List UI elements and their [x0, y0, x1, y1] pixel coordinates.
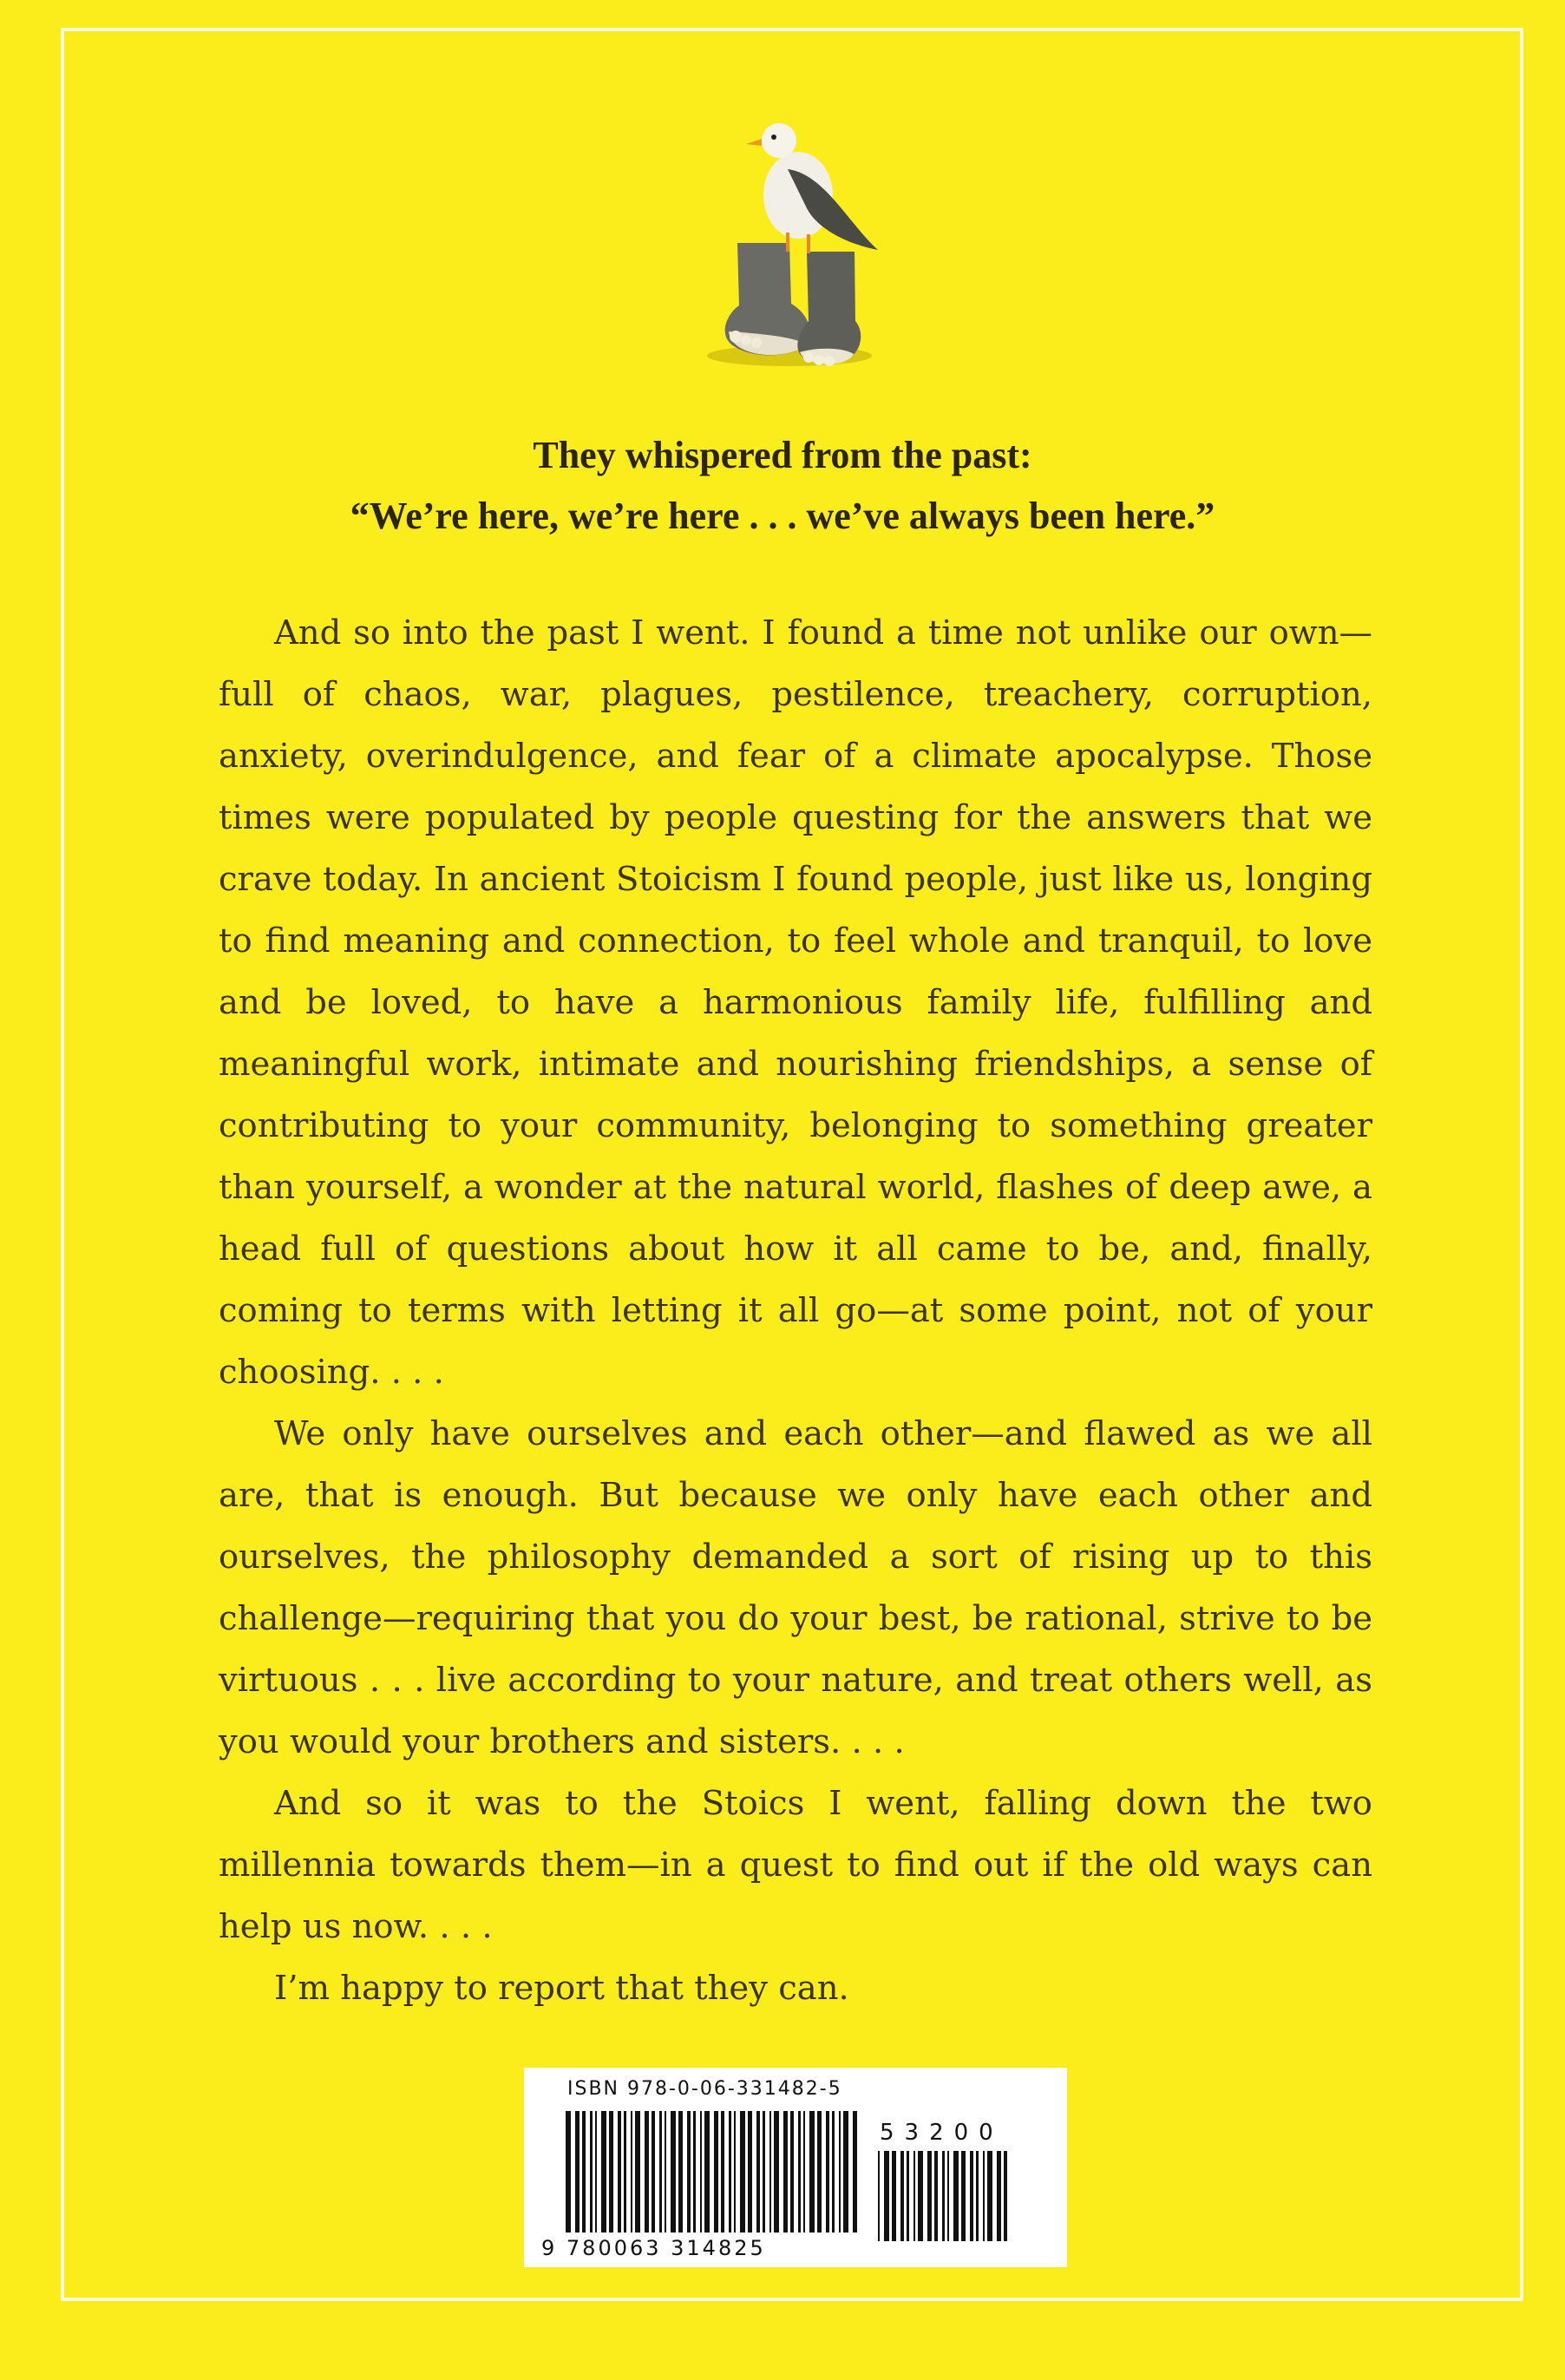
paragraph: We only have ourselves and each other—and flawed as we all are, that is enough. But because we only have each other and ourselves, the philosophy demanded a sort of rising up to this challenge—requiring that you do your best, be rational, strive to be virtuous . . . live according to your nature, and treat others well, as you would your brothers and sisters. . . . — [219, 1414, 1372, 1761]
barcode-bar — [601, 2111, 606, 2232]
headline-line-2: “We’re here, we’re here . . . we’ve always been here.” — [350, 495, 1215, 537]
barcode-bar — [700, 2111, 702, 2232]
ean-barcode — [566, 2111, 861, 2241]
barcode-bar — [582, 2111, 586, 2232]
barcode-bar — [970, 2151, 973, 2241]
barcode-bar — [575, 2111, 580, 2232]
paragraph: And so into the past I went. I found a time not unlike our own—full of chaos, war, plagues, pestilence, treachery, corruption, anxiety, overindulgence, and fear of a climate apocalypse. Those times were populated by people questing for the answers that we crave today. In ancient Stoicism I found people, just like us, longing to find meaning and connection, to feel whole and tranquil, to love and be loved, to have a harmonious family life, fulfilling and meaningful work, intimate and nourishing friendships, a sense of contributing to your community, belonging to something greater than yourself, a wonder at the natural world, flashes of deep awe, a head full of questions about how it all came to be, and, finally, coming to terms with letting it all go—at some point, not of your choosing. . . . — [219, 613, 1372, 1392]
seagull-on-stone-feet-illustration — [677, 104, 902, 373]
barcode-bar — [729, 2111, 731, 2232]
barcode-bar — [595, 2111, 597, 2232]
barcode-bar — [618, 2111, 621, 2232]
headline — [0, 425, 1565, 547]
barcode-bar — [853, 2111, 857, 2232]
barcode-bar — [659, 2111, 662, 2232]
barcode-bar — [714, 2111, 718, 2232]
barcode-bar — [884, 2151, 889, 2241]
barcode-bar — [976, 2151, 979, 2241]
paragraph: And so it was to the Stoics I went, falling down the two millennia towards them—in a quest to find out if the old ways can help us now. . . . — [219, 1784, 1372, 1946]
barcode-bar — [809, 2111, 815, 2232]
barcode-bar — [900, 2151, 904, 2241]
barcode-bar — [983, 2151, 985, 2241]
barcode-bar — [566, 2111, 571, 2232]
price-barcode — [878, 2151, 1008, 2241]
barcode-bar — [961, 2151, 966, 2241]
barcode-bar — [635, 2111, 640, 2232]
ean-digits: 9 780063 314825 — [541, 2236, 766, 2260]
barcode-bar — [817, 2111, 822, 2232]
barcode-bar — [671, 2111, 676, 2232]
barcode-bar — [734, 2111, 736, 2232]
barcode-bar — [704, 2111, 710, 2232]
barcode-bar — [678, 2111, 683, 2232]
barcode-bar — [665, 2111, 666, 2232]
barcode-bar — [942, 2151, 945, 2241]
price-code: 53200 — [880, 2120, 1004, 2146]
barcode-bar — [927, 2151, 932, 2241]
barcode-bar — [1004, 2151, 1007, 2241]
barcode-bar — [892, 2151, 896, 2241]
barcode-bar — [624, 2111, 626, 2232]
barcode-bar — [631, 2111, 632, 2232]
barcode-bar — [693, 2111, 696, 2232]
barcode-bar — [843, 2111, 848, 2232]
barcode-bar — [918, 2151, 923, 2241]
barcode-bar — [878, 2151, 880, 2241]
barcode-bar — [721, 2111, 724, 2232]
barcode-bar — [748, 2111, 752, 2232]
barcode-bar — [590, 2111, 593, 2232]
barcode-bar — [987, 2151, 992, 2241]
headline-line-1: They whispered from the past: — [533, 434, 1032, 476]
barcode-bar — [798, 2111, 801, 2232]
barcode-bar — [609, 2111, 613, 2232]
barcode-bar — [934, 2151, 938, 2241]
barcode-bar — [774, 2111, 779, 2232]
barcode-bar — [763, 2111, 765, 2232]
barcode-bar — [756, 2111, 760, 2232]
barcode-bar — [947, 2151, 949, 2241]
barcode-bar — [740, 2111, 745, 2232]
barcode-bar — [652, 2111, 655, 2232]
barcode-bar — [997, 2151, 1001, 2241]
isbn-label: ISBN 978-0-06-331482-5 — [567, 2078, 842, 2100]
barcode-box — [524, 2068, 1067, 2267]
barcode-bar — [803, 2111, 805, 2232]
barcode-bar — [790, 2111, 794, 2232]
barcode-bar — [832, 2111, 835, 2232]
barcode-bar — [953, 2151, 959, 2241]
barcode-bar — [826, 2111, 829, 2232]
barcode-bar — [769, 2111, 771, 2232]
barcode-bar — [687, 2111, 691, 2232]
barcode-bar — [907, 2151, 909, 2241]
paragraph: I’m happy to report that they can. — [274, 1969, 849, 2008]
barcode-bar — [839, 2111, 841, 2232]
barcode-bar — [645, 2111, 649, 2232]
blurb-text — [219, 602, 1372, 2019]
barcode-bar — [783, 2111, 788, 2232]
barcode-bar — [913, 2151, 915, 2241]
